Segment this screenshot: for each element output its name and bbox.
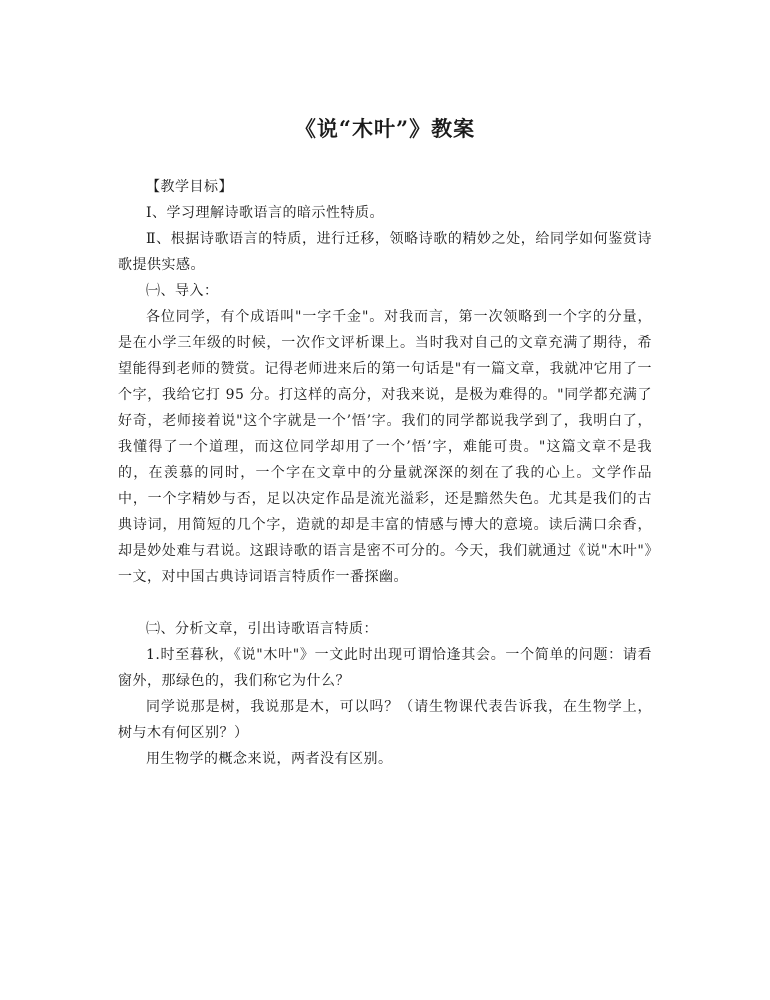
- analysis-paragraph-2: 同学说那是树，我说那是木，可以吗？（请生物课代表告诉我，在生物学上，树与木有何区别？）: [118, 699, 652, 741]
- document-body: [118, 174, 652, 772]
- document-title: 《说“木叶”》教案: [294, 116, 476, 141]
- section-heading-analysis: ㈡、分析文章，引出诗歌语言特质：: [146, 621, 378, 637]
- paragraph-spacer: [118, 590, 652, 616]
- analysis-paragraph-3: 用生物学的概念来说，两者没有区别。: [146, 751, 393, 767]
- analysis-paragraph-1: 1.时至暮秋，《说"木叶"》一文此时出现可谓恰逢其会。一个简单的问题：请看窗外，那绿色的，我们称它为什么？: [118, 647, 652, 689]
- section-heading-objectives: 【教学目标】: [146, 179, 233, 195]
- section-heading-intro: ㈠、导入：: [146, 283, 219, 299]
- objective-item-1: Ⅰ、学习理解诗歌语言的暗示性特质。: [146, 205, 385, 221]
- intro-paragraph: 各位同学，有个成语叫"一字千金"。对我而言，第一次领略到一个字的分量，是在小学三年级的时候，一次作文评析课上。当时我对自己的文章充满了期待，希望能得到老师的赞赏。记得老师进来后的第一句话是"有一篇文章，我就冲它用了一个字，我给它打 95 分。打这样的高分，对我来说，是极为难得的。"同学都充满了好奇，老师接着说"这个字就是一个’悟’字。我们的同学都说我学到了，我明白了，我懂得了一个道理，而这位同学却用了一个’悟’字，难能可贵。"这篇文章不是我的，在羡慕的同时，一个字在文章中的分量就深深的刻在了我的心上。文学作品中，一个字精妙与否，足以决定作品是流光溢彩，还是黯然失色。尤其是我们的古典诗词，用简短的几个字，造就的却是丰富的情感与博大的意境。读后满口余香，却是妙处难与君说。这跟诗歌的语言是密不可分的。今天，我们就通过《说"木叶"》一文，对中国古典诗词语言特质作一番探幽。: [118, 309, 652, 585]
- objective-item-2: Ⅱ、根据诗歌语言的特质，进行迁移，领略诗歌的精妙之处，给同学如何鉴赏诗歌提供实感。: [118, 231, 652, 273]
